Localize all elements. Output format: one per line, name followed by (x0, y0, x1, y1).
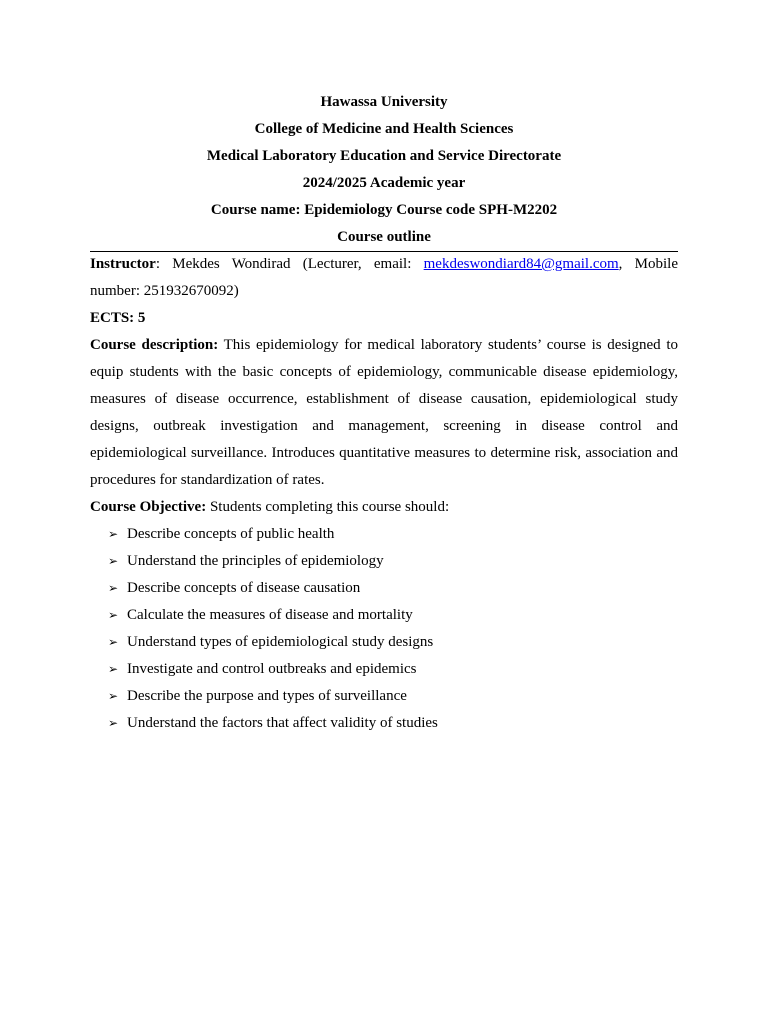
ects-line: ECTS: 5 (90, 310, 146, 326)
instructor-email-link[interactable]: mekdeswondiard84@gmail.com (423, 256, 619, 272)
instructor-paragraph (90, 251, 678, 305)
list-item (90, 683, 678, 710)
document-body (90, 251, 678, 737)
arrowhead-bullet-icon: ➢ (108, 689, 119, 703)
arrowhead-bullet-icon: ➢ (108, 527, 119, 541)
arrowhead-bullet-icon: ➢ (108, 635, 119, 649)
instructor-contact: , Mobile number: 251932670092) (90, 256, 678, 299)
list-item (90, 656, 678, 683)
course-description-text: This epidemiology for medical laboratory students’ course is designed to equip students with the basic concepts of epidemiology, communicable disease epidemiology, measures of disease occurrence, establishment of disease causation, epidemiological study designs, outbreak investigation and management, screening in disease control and epidemiological surveillance. Introduces quantitative measures to determine risk, association and procedures for standardization of rates. (90, 337, 678, 488)
arrowhead-bullet-icon: ➢ (108, 581, 119, 595)
objective-text: Investigate and control outbreaks and epidemics (127, 661, 417, 677)
course-description-paragraph (90, 332, 678, 494)
objective-text: Understand types of epidemiological study designs (127, 634, 434, 650)
list-item (90, 602, 678, 629)
arrowhead-bullet-icon: ➢ (108, 608, 119, 622)
arrowhead-bullet-icon: ➢ (108, 554, 119, 568)
objective-text: Calculate the measures of disease and mortality (127, 607, 413, 623)
objective-text: Describe concepts of public health (127, 526, 335, 542)
arrowhead-bullet-icon: ➢ (108, 716, 119, 730)
course-objective-text: Students completing this course should: (206, 499, 450, 515)
objective-text: Describe concepts of disease causation (127, 580, 361, 596)
course-outline-title: Course outline (337, 229, 431, 245)
list-item (90, 710, 678, 737)
objective-text: Understand the factors that affect validity of studies (127, 715, 438, 731)
course-description-label: Course description: (90, 337, 219, 353)
objective-text: Describe the purpose and types of surveillance (127, 688, 407, 704)
directorate-name: Medical Laboratory Education and Service Directorate (206, 148, 562, 164)
list-item (90, 548, 678, 575)
college-name: College of Medicine and Health Sciences (254, 121, 514, 137)
list-item (90, 629, 678, 656)
instructor-text: : Mekdes Wondirad (Lecturer, email: (155, 256, 424, 272)
course-name-line: Course name: Epidemiology Course code SPH-M2202 (210, 202, 558, 218)
document-header (90, 89, 678, 252)
course-objective-label: Course Objective: (90, 499, 207, 515)
academic-year: 2024/2025 Academic year (302, 175, 466, 191)
course-objective-paragraph (90, 494, 678, 521)
arrowhead-bullet-icon: ➢ (108, 662, 119, 676)
objectives-list (90, 521, 678, 737)
list-item (90, 575, 678, 602)
list-item (90, 521, 678, 548)
instructor-label: Instructor (90, 256, 156, 272)
objective-text: Understand the principles of epidemiology (127, 553, 384, 569)
university-name: Hawassa University (320, 94, 448, 110)
